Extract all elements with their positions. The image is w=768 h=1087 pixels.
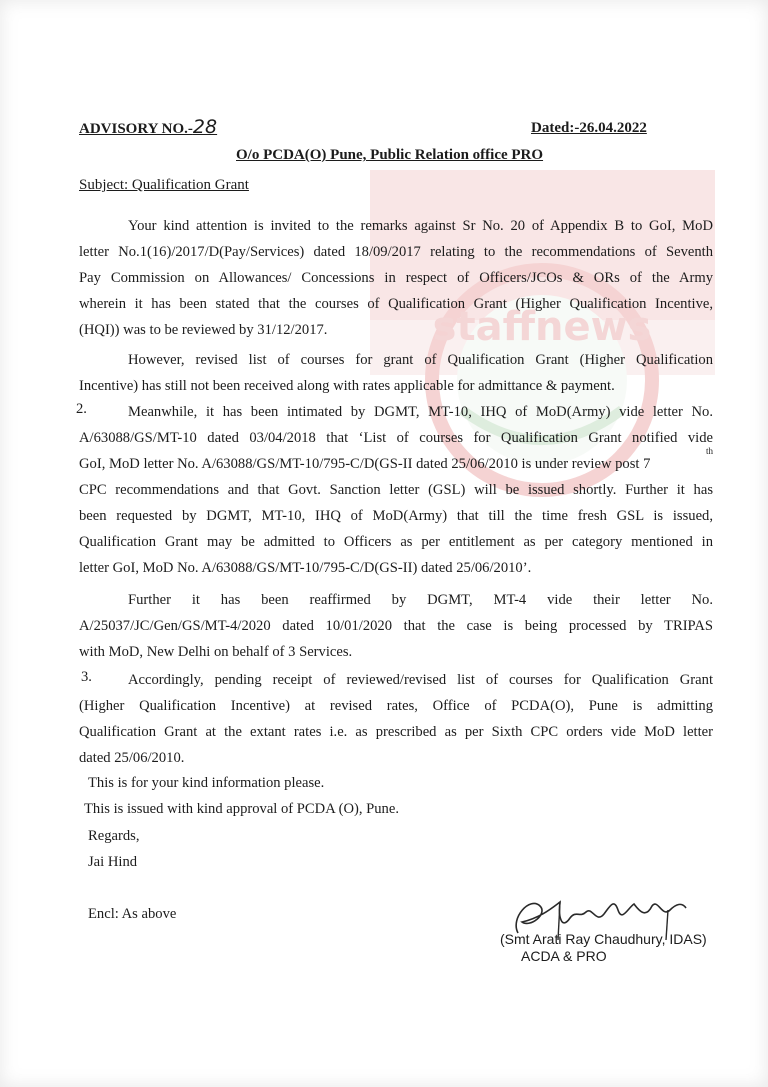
text-line: Meanwhile, it has been intimated by DGMT, MT-10, IHQ of MoD(Army) vide letter No. xyxy=(128,404,713,420)
text-line: wherein it has been stated that the courses of Qualification Grant (Higher Qualification Incentive, xyxy=(79,296,713,312)
text-line: A/25037/JC/Gen/GS/MT-4/2020 dated 10/01/2020 that the case is being processed by TRIPAS xyxy=(79,618,713,634)
text-line: However, revised list of courses for grant of Qualification Grant (Higher Qualification xyxy=(128,352,713,368)
text-line: Pay Commission on Allowances/ Concessions in respect of Officers/JCOs & ORs of the Army xyxy=(79,270,713,286)
paragraph-5 xyxy=(79,667,713,771)
regards-line: Regards, xyxy=(88,828,140,844)
enclosure-line: Encl: As above xyxy=(88,906,177,922)
paragraph-3 xyxy=(79,399,713,581)
text-line: letter No.1(16)/2017/D(Pay/Services) dated 18/09/2017 relating to the recommendations of Seventh xyxy=(79,244,713,260)
paragraph-1 xyxy=(79,213,713,343)
subject-line: Subject: Qualification Grant xyxy=(79,177,249,193)
text-line: A/63088/GS/MT-10 dated 03/04/2018 that ‘List of courses for Qualification Grant notified vide xyxy=(79,430,713,446)
watermark-text: staffnews xyxy=(432,304,652,350)
text-line: Incentive) has still not been received along with rates applicable for admittance & payment. xyxy=(79,378,615,394)
advisory-date: Dated:-26.04.2022 xyxy=(531,120,647,136)
text-line: with MoD, New Delhi on behalf of 3 Services. xyxy=(79,644,353,660)
text-line-part: GoI, MoD letter No. A/63088/GS/MT-10/795-C/D(GS-II dated 25/06/2010 is under review post 7 xyxy=(79,456,651,472)
text-line: (HQI)) was to be reviewed by 31/12/2017. xyxy=(79,322,328,338)
text-line: Accordingly, pending receipt of reviewed/revised list of courses for Qualification Grant xyxy=(128,672,713,688)
text-line: letter GoI, MoD No. A/63088/GS/MT-10/795-C/D(GS-II) dated 25/06/2010’. xyxy=(79,560,532,576)
superscript: th xyxy=(705,446,713,456)
text-line: (Higher Qualification Incentive) at revised rates, Office of PCDA(O), Pune is admitting xyxy=(79,698,713,714)
advisory-number: 28 xyxy=(192,116,218,138)
paragraph-4 xyxy=(79,587,713,665)
text-line: Qualification Grant may be admitted to Officers as per entitlement as per category mentioned in xyxy=(79,534,713,550)
signatory-name: (Smt Arati Ray Chaudhury, IDAS) xyxy=(500,931,707,947)
text-line: dated 25/06/2010. xyxy=(79,750,185,766)
text-line: Further it has been reaffirmed by DGMT, MT-4 vide their letter No. xyxy=(128,592,713,608)
signatory-designation: ACDA & PRO xyxy=(521,948,607,964)
text-line xyxy=(79,446,713,477)
text-line: Qualification Grant at the extant rates i.e. as prescribed as per Sixth CPC orders vide MoD letter xyxy=(79,724,713,740)
paragraph-number: 3. xyxy=(81,669,92,685)
info-line: This is for your kind information please. xyxy=(88,775,325,791)
office-title: O/o PCDA(O) Pune, Public Relation office PRO xyxy=(236,147,544,163)
text-line: CPC recommendations and that Govt. Sanction letter (GSL) will be issued shortly. Further it has xyxy=(79,482,713,498)
paragraph-number: 2. xyxy=(76,401,87,417)
advisory-label: ADVISORY NO.-28 xyxy=(79,116,218,138)
text-line: Your kind attention is invited to the remarks against Sr No. 20 of Appendix B to GoI, MoD xyxy=(128,218,713,234)
approval-line: This is issued with kind approval of PCDA (O), Pune. xyxy=(84,801,399,817)
paragraph-2 xyxy=(79,347,713,399)
text-line: been requested by DGMT, MT-10, IHQ of MoD(Army) that till the time fresh GSL is issued, xyxy=(79,508,713,524)
jai-hind-line: Jai Hind xyxy=(88,854,138,870)
